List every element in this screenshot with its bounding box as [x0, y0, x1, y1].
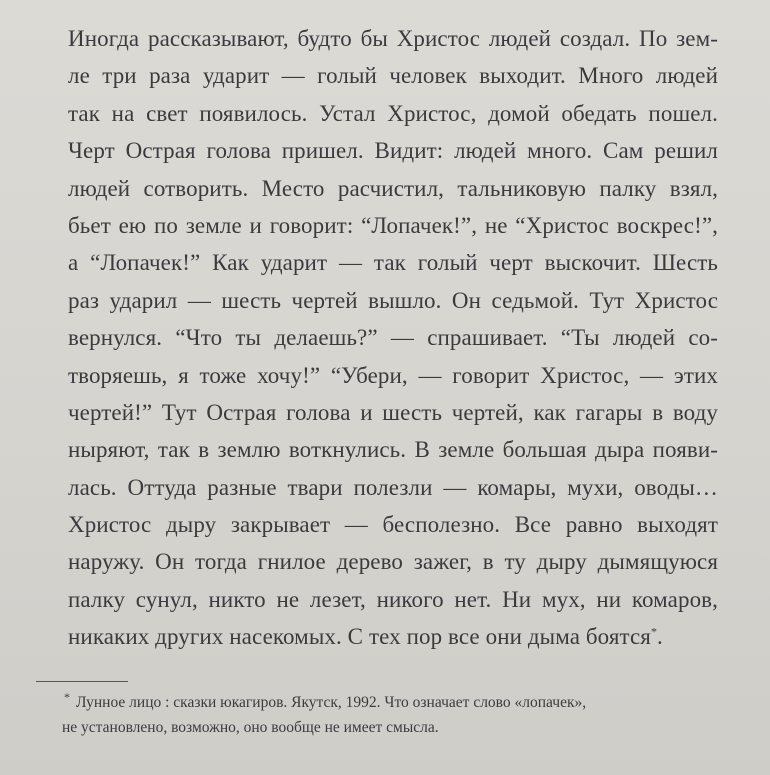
text-line: ныряют, так в землю воткнулись. В земле большая дыра появи-	[68, 437, 718, 463]
text-line: творяешь, я тоже хочу!” “Убери, — говорит Христос, — этих	[68, 362, 718, 388]
text-line: бьет ею по земле и говорит: “Лопачек!”, не “Христос воскрес!”,	[68, 212, 718, 238]
text-line: вернулся. “Что ты делаешь?” — спрашивает. “Ты людей со-	[68, 325, 718, 351]
text-line: Черт Острая голова пришел. Видит: людей много. Сам решил	[68, 138, 718, 164]
last-line-period: .	[657, 624, 663, 650]
story-text	[68, 20, 718, 656]
footnote-line-1: Лунное лицо : сказки юкагиров. Якутск, 1992. Что означает слово «лопачек»,	[76, 694, 587, 711]
footnote	[60, 690, 760, 740]
text-line: палку сунул, никто не лезет, никого нет. Ни мух, ни комаров,	[68, 586, 718, 612]
text-line: Иногда рассказывают, будто бы Христос людей создал. По зем-	[68, 26, 718, 51]
text-line: лась. Оттуда разные твари полезли — комары, мухи, оводы…	[68, 474, 718, 500]
text-line: чертей!” Тут Острая голова и шесть чертей, как гагары в воду	[68, 399, 718, 425]
text-line: а “Лопачек!” Как ударит — так голый черт выскочит. Шесть	[68, 250, 718, 276]
text-line: ле три раза ударит — голый человек выходит. Много людей	[68, 63, 718, 89]
text-line: так на свет появилось. Устал Христос, домой обедать пошел.	[68, 100, 718, 126]
text-line: раз ударил — шесть чертей вышло. Он седьмой. Тут Христос	[68, 287, 718, 313]
footnote-divider	[36, 681, 128, 682]
text-line: людей сотворить. Место расчистил, тальниковую палку взял,	[68, 175, 718, 201]
footnote-line-2: не установлено, возможно, оно вообще не имеет смысла.	[62, 719, 439, 736]
text-line: Христос дыру закрывает — бесполезно. Все равно выходят	[68, 512, 718, 538]
footnote-marker: *	[64, 690, 70, 704]
footnote-reference: *	[650, 624, 658, 639]
text-line-last	[68, 618, 718, 655]
last-line-text: никаких других насекомых. С тех пор все они дыма боятся	[68, 624, 651, 650]
text-line: наружу. Он тогда гнилое дерево зажег, в ту дыру дымящуюся	[68, 549, 718, 575]
